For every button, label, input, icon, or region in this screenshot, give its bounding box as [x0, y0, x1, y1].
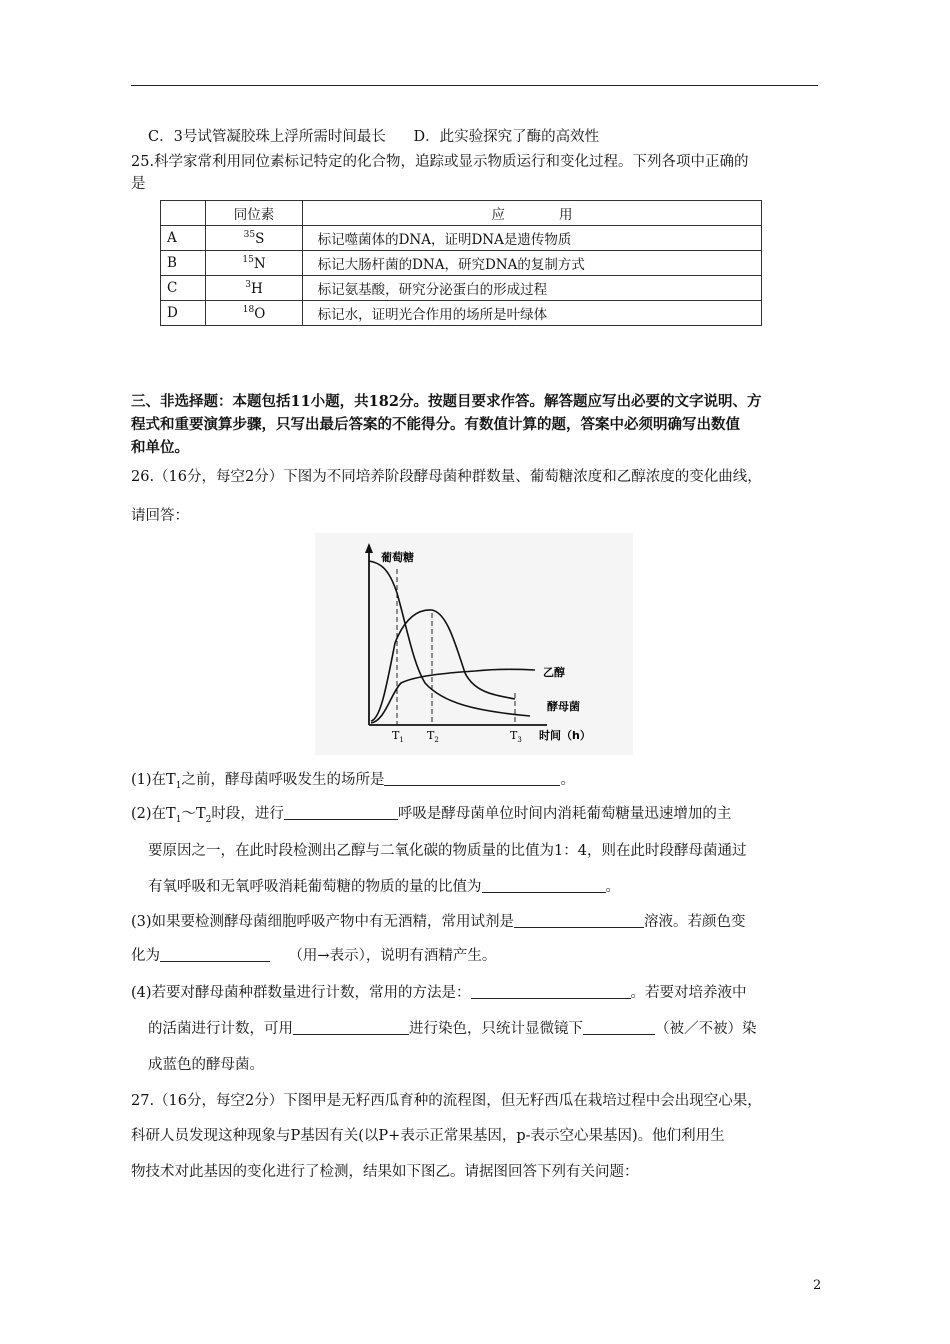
text: 有氧呼吸和无氧呼吸消耗葡萄糖的物质的量的比值为	[148, 879, 482, 895]
q26-part2-line1	[131, 804, 731, 830]
q27-stem-line1: 27.（16分，每空2分）下图甲是无籽西瓜育种的流程图，但无籽西瓜在栽培过程中会出现空心果，	[131, 1093, 762, 1109]
yeast-curve	[371, 610, 515, 721]
table-header-row	[161, 201, 762, 226]
text: （被／不被）染	[655, 1021, 757, 1037]
application-text: 标记水，证明光合作用的场所是叶绿体	[317, 307, 548, 323]
ethanol-curve	[371, 669, 535, 723]
y-axis-arrow-icon	[365, 543, 373, 553]
isotope-cell	[206, 251, 303, 276]
text: 。	[605, 879, 620, 895]
option-cell: C	[161, 276, 206, 301]
q24-option-c: C．3号试管凝胶珠上浮所需时间最长	[148, 129, 386, 145]
text: (4)若要对酵母菌种群数量进行计数，常用的方法是：	[131, 985, 471, 1001]
text: (3)如果要检测酵母菌细胞呼吸产物中有无酒精，常用试剂是	[131, 914, 515, 930]
yeast-label: 酵母菌	[547, 700, 580, 713]
q25-stem-line1: 25.科学家常利用同位素标记特定的化合物，追踪或显示物质运行和变化过程。下列各项中正确的	[131, 154, 749, 170]
text: 呼吸是酵母菌单位时间内消耗葡萄糖量迅速增加的主	[397, 806, 732, 822]
q24-option-d: D．此实验探究了酶的高效性	[413, 129, 600, 145]
x-axis-label: 时间（h）	[539, 729, 591, 742]
text: 进行染色，只统计显微镜下	[409, 1021, 583, 1037]
section3-line3: 和单位。	[131, 439, 189, 456]
text: 的活菌进行计数，可用	[148, 1021, 293, 1037]
answer-blank[interactable]	[482, 878, 606, 893]
text: (2)在T	[131, 806, 176, 822]
answer-blank[interactable]	[471, 984, 631, 999]
t1-label: $T_1$	[392, 729, 404, 744]
answer-blank[interactable]	[293, 1020, 409, 1035]
glucose-curve	[369, 561, 530, 716]
section3-line1: 三、非选择题：本题包括11小题，共182分。按题目要求作答。解答题应写出必要的文字说明、方	[131, 393, 762, 410]
element-symbol: N	[253, 255, 266, 272]
answer-blank[interactable]	[514, 913, 644, 928]
q26-part3-line1	[131, 912, 746, 932]
application-text: 标记噬菌体的DNA，证明DNA是遗传物质	[317, 232, 572, 248]
answer-blank[interactable]	[583, 1020, 655, 1035]
mass-number: 3	[245, 279, 251, 290]
text: (1)在T	[131, 772, 176, 788]
table-row	[161, 251, 762, 276]
isotope-table	[160, 200, 762, 326]
text: 。	[560, 772, 575, 788]
q26-stem-line2: 请回答：	[131, 508, 189, 524]
table-header-cell: 应 用	[303, 201, 762, 226]
element-symbol: O	[254, 305, 266, 322]
table-header-cell	[161, 201, 206, 226]
text: 之前，酵母菌呼吸发生的场所是	[181, 772, 385, 788]
section3-line2: 程式和重要演算步骤，只写出最后答案的不能得分。有数值计算的题，答案中必须明确写出数值	[131, 416, 740, 433]
answer-blank[interactable]	[284, 805, 398, 820]
application-cell	[303, 226, 762, 251]
t2-label: $T_2$	[427, 729, 439, 744]
isotope-cell	[206, 301, 303, 326]
mass-number: 15	[242, 254, 254, 265]
application-cell	[303, 276, 762, 301]
answer-blank[interactable]	[160, 947, 270, 962]
header-rule	[131, 85, 818, 86]
t3-label: $T_3$	[510, 729, 522, 744]
isotope-cell	[206, 226, 303, 251]
isotope-cell	[206, 276, 303, 301]
q26-part2-line2: 要原因之一，在此时段检测出乙醇与二氧化碳的物质量的比值为1：4，则在此时段酵母菌通过	[148, 843, 747, 859]
q27-stem-line2: 科研人员发现这种现象与P基因有关(以P+表示正常果基因，p-表示空心果基因)。他们利用生	[131, 1128, 725, 1144]
option-cell: D	[161, 301, 206, 326]
table-row	[161, 276, 762, 301]
q27-stem-line3: 物技术对此基因的变化进行了检测，结果如下图乙。请据图回答下列有关问题：	[131, 1164, 639, 1180]
q26-part4-line2	[148, 1019, 757, 1039]
text: 溶液。若颜色变	[644, 914, 746, 930]
q26-part1	[131, 770, 575, 796]
subscript: 2	[205, 814, 212, 825]
subscript: 1	[175, 780, 182, 791]
q24-options	[148, 127, 599, 147]
mass-number: 35	[243, 229, 256, 240]
q26-part2-line3	[148, 877, 620, 897]
glucose-label: 葡萄糖	[381, 551, 414, 564]
text: 。若要对培养液中	[630, 985, 747, 1001]
application-text: 标记大肠杆菌的DNA，研究DNA的复制方式	[317, 257, 585, 273]
option-cell: A	[161, 226, 206, 251]
q26-stem-line1: 26.（16分，每空2分）下图为不同培养阶段酵母菌种群数量、葡萄糖浓度和乙醇浓度的变化曲线，	[131, 469, 762, 485]
element-symbol: H	[250, 280, 263, 297]
table-header-cell: 同位素	[206, 201, 303, 226]
table-row	[161, 226, 762, 251]
answer-blank[interactable]	[384, 771, 560, 786]
table-row	[161, 301, 762, 326]
subscript: 1	[175, 814, 182, 825]
element-symbol: S	[255, 230, 265, 247]
text: 化为	[131, 948, 160, 964]
curve-figure-svg	[315, 533, 633, 755]
page-number: 2	[813, 1278, 822, 1293]
q26-part3-line2	[131, 946, 496, 966]
text: （用→表示），说明有酒精产生。	[288, 948, 497, 964]
mass-number: 18	[242, 304, 255, 315]
text: ～T	[181, 806, 206, 822]
application-text: 标记氨基酸，研究分泌蛋白的形成过程	[317, 282, 548, 298]
option-cell: B	[161, 251, 206, 276]
application-cell	[303, 301, 762, 326]
q26-part4-line1	[131, 983, 747, 1003]
q25-stem-line2: 是	[131, 176, 146, 192]
text: 时段，进行	[211, 806, 284, 822]
ethanol-label: 乙醇	[543, 666, 565, 679]
application-cell	[303, 251, 762, 276]
yeast-culture-figure	[315, 533, 633, 755]
q26-part4-line3: 成蓝色的酵母菌。	[148, 1057, 264, 1073]
